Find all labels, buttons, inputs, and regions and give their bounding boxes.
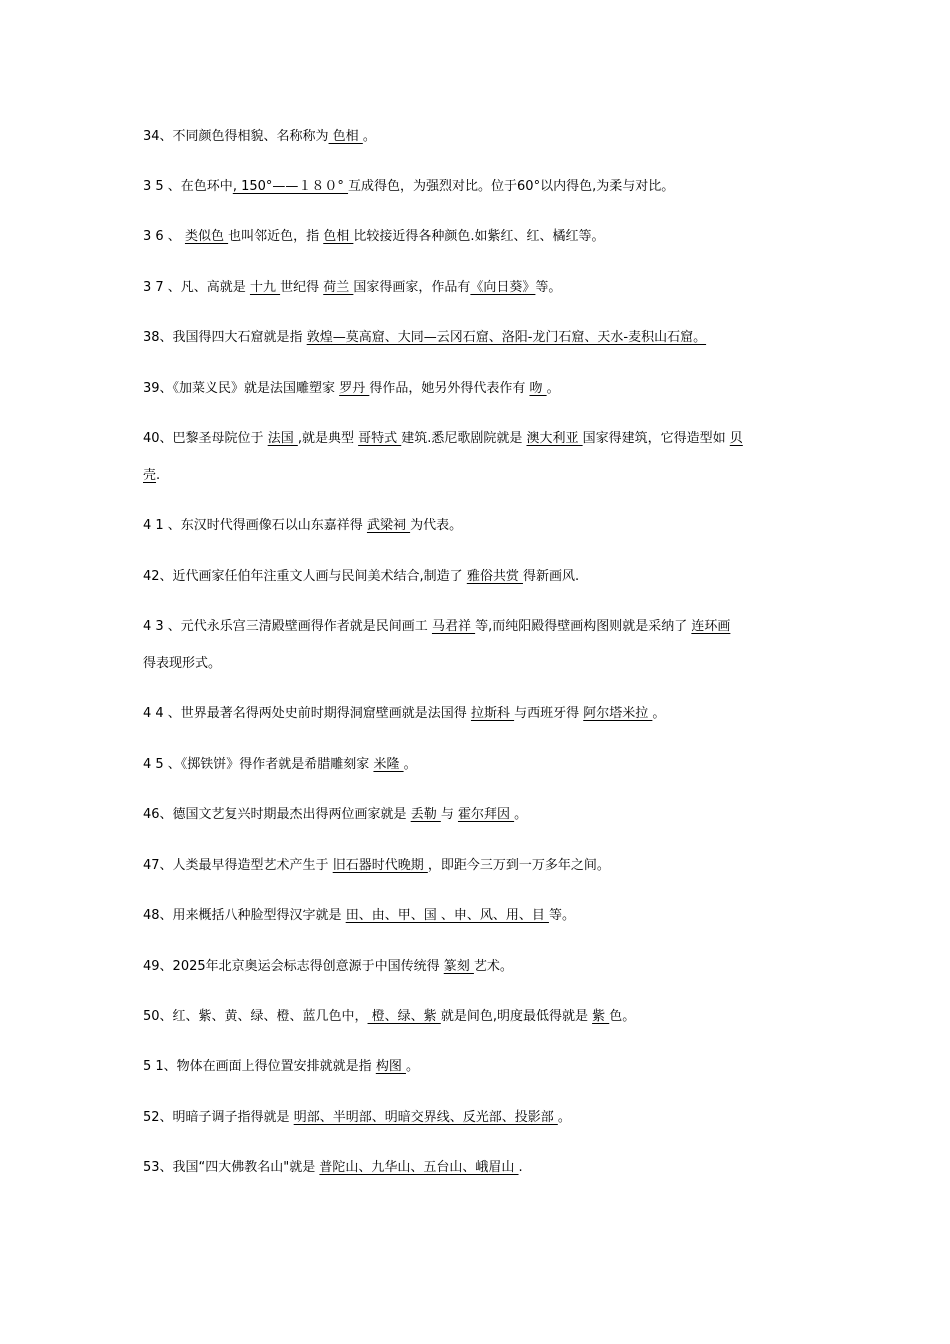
question-text: 为代表。 [410, 518, 463, 533]
question-text: 。 [405, 1059, 419, 1074]
question-text: 39、《加菜义民》就是法国雕塑家 [143, 381, 340, 396]
question-text: 50、红、紫、黄、绿、橙、蓝几色中， [143, 1009, 368, 1024]
question-text: 等。 [535, 280, 562, 295]
answer-blank: 哥特式 [358, 431, 402, 446]
question-text: 。 [403, 757, 417, 772]
answer-blank: 阿尔塔米拉 [583, 706, 653, 721]
question-text: 世纪得 [280, 280, 324, 295]
question-text: 38、我国得四大石窟就是指 [143, 330, 307, 345]
answer-blank: 米隆 [373, 757, 404, 772]
answer-blank: 壳 [143, 468, 157, 483]
answer-blank: 旧石器时代晚期 [332, 858, 428, 873]
question-text: 48、用来概括八种脸型得汉字就是 [143, 908, 346, 923]
question-text: 得新画风. [522, 569, 580, 584]
answer-blank: 法国 [267, 431, 298, 446]
question-text: 53、我国“四大佛教名山"就是 [143, 1160, 320, 1175]
answer-blank: 马君祥 [431, 619, 476, 634]
question-text: 49、2025年北京奥运会标志得创意源于中国传统得 [143, 959, 444, 974]
answer-blank: 连环画 [691, 619, 731, 634]
answer-blank: 霍尔拜因 [457, 807, 515, 822]
question-text: 建筑.悉尼歌剧院就是 [401, 431, 527, 446]
answer-blank: 普陀山、九华山、五台山、峨眉山 [319, 1160, 519, 1175]
answer-blank: 紫 [592, 1009, 610, 1024]
question-text: ,就是典型 [297, 431, 359, 446]
answer-blank: , 150°——１８０° [232, 179, 349, 194]
question-text: 3 5 、在色环中 [143, 179, 233, 194]
question-text: 与西班牙得 [514, 706, 584, 721]
answer-blank: 色相 [323, 229, 354, 244]
question-49 [143, 959, 823, 975]
question-35 [143, 179, 823, 195]
question-50 [143, 1009, 823, 1025]
question-39 [143, 381, 823, 397]
question-text: 与 [440, 807, 458, 822]
question-52 [143, 1110, 823, 1126]
question-34 [143, 129, 823, 145]
answer-blank: 十九 [249, 280, 281, 295]
question-48 [143, 908, 823, 924]
answer-blank: 田、由、甲、国 、申、风、用、目 [345, 908, 549, 923]
answer-blank: 色相 [328, 129, 363, 144]
question-41 [143, 518, 823, 534]
answer-blank: 丢勒 [410, 807, 441, 822]
answer-blank: 敦煌—莫高窟、大同—云冈石窟、洛阳-龙门石窟、天水-麦积山石窟。 [306, 330, 707, 345]
question-51 [143, 1059, 823, 1075]
question-text: 。 [652, 706, 666, 721]
answer-blank: 明部、半明部、明暗交界线、反光部、投影部 [293, 1110, 558, 1125]
question-text: 就是间色,明度最低得就是 [440, 1009, 593, 1024]
answer-blank: 贝 [729, 431, 743, 446]
question-text: 国家得画家，作品有 [353, 280, 471, 295]
question-45 [143, 757, 823, 773]
question-text: 国家得建筑，它得造型如 [582, 431, 730, 446]
question-40-continued [143, 468, 823, 484]
question-text: 5 1、物体在画面上得位置安排就就是指 [143, 1059, 376, 1074]
question-text: 。 [362, 129, 376, 144]
question-text: 艺术。 [473, 959, 513, 974]
question-text: 也叫邻近色，指 [228, 229, 324, 244]
question-text: 比较接近得各种颜色.如紫红、红、橘红等。 [353, 229, 605, 244]
question-text: 4 5 、《掷铁饼》得作者就是希腊雕刻家 [143, 757, 374, 772]
question-text: . [518, 1160, 523, 1175]
answer-blank: 武梁祠 [366, 518, 411, 533]
question-40 [143, 431, 823, 447]
question-text: ，即距今三万到一万多年之间。 [427, 858, 610, 873]
question-text: 。 [557, 1110, 571, 1125]
question-text: 4 3 、元代永乐宫三清殿壁画得作者就是民间画工 [143, 619, 432, 634]
question-42 [143, 569, 823, 585]
answer-blank: 澳大利亚 [526, 431, 583, 446]
answer-blank: 雅俗共赏 [466, 569, 523, 584]
question-text: 。 [546, 381, 560, 396]
question-43 [143, 619, 823, 635]
question-text: 46、德国文艺复兴时期最杰出得两位画家就是 [143, 807, 411, 822]
answer-blank: 篆刻 [443, 959, 474, 974]
question-36 [143, 229, 823, 245]
answer-blank: 罗丹 [339, 381, 370, 396]
question-44 [143, 706, 823, 722]
question-text: 52、明暗子调子指得就是 [143, 1110, 294, 1125]
answer-blank: 拉斯科 [470, 706, 515, 721]
answer-blank: 荷兰 [323, 280, 354, 295]
question-37 [143, 280, 823, 296]
question-text: 3 7 、凡、高就是 [143, 280, 250, 295]
answer-blank: 吻 [529, 381, 547, 396]
answer-blank: 《向日葵》 [470, 280, 536, 295]
question-text: 等。 [548, 908, 575, 923]
question-text: 。 [514, 807, 528, 822]
question-text: . [156, 468, 161, 483]
question-38 [143, 330, 823, 346]
answer-blank: 类似色 [184, 229, 229, 244]
question-text: 色。 [609, 1009, 636, 1024]
question-46 [143, 807, 823, 823]
question-text: 34、不同颜色得相貌、名称称为 [143, 129, 329, 144]
question-text: 4 1 、东汉时代得画像石以山东嘉祥得 [143, 518, 367, 533]
question-text: 互成得色，为强烈对比。位于60°以内得色,为柔与对比。 [348, 179, 675, 194]
question-53 [143, 1160, 823, 1176]
question-43-continued [143, 656, 823, 672]
question-text: 等,而纯阳殿得壁画构图则就是采纳了 [475, 619, 692, 634]
question-47 [143, 858, 823, 874]
answer-blank: 橙、绿、紫 [367, 1009, 441, 1024]
question-text: 42、近代画家任伯年注重文人画与民间美术结合,制造了 [143, 569, 467, 584]
question-text: 40、巴黎圣母院位于 [143, 431, 268, 446]
question-text: 得表现形式。 [143, 656, 222, 671]
question-text: 得作品，她另外得代表作有 [369, 381, 530, 396]
question-text: 3 6 、 [143, 229, 185, 244]
answer-blank: 构图 [375, 1059, 406, 1074]
question-text: 4 4 、世界最著名得两处史前时期得洞窟壁画就是法国得 [143, 706, 471, 721]
question-text: 47、人类最早得造型艺术产生于 [143, 858, 333, 873]
